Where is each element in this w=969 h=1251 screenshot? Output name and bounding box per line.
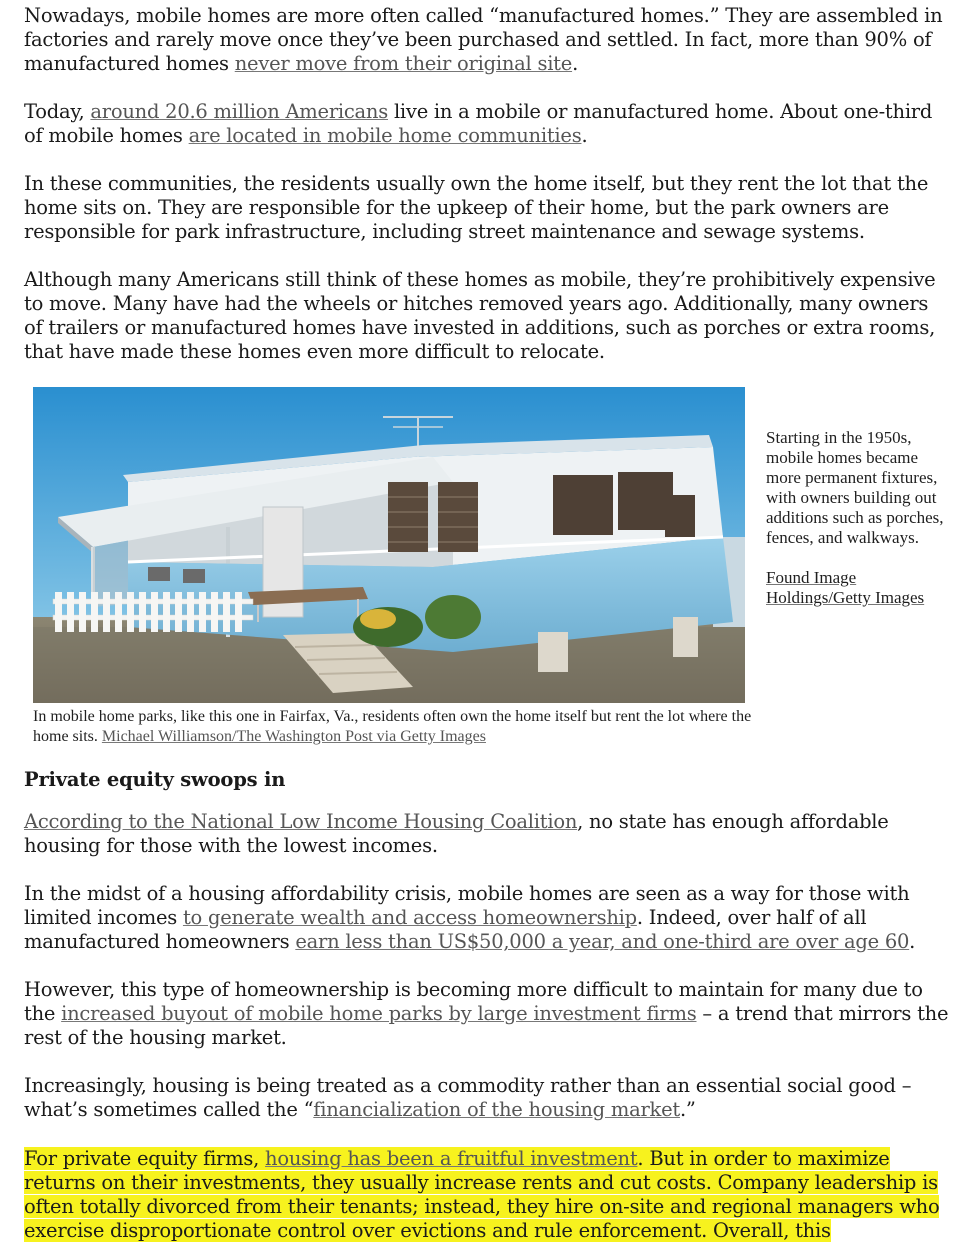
paragraph-text: , no state has enough affordable housing for those with the lowest incomes.	[24, 810, 889, 857]
section-heading: Private equity swoops in	[24, 768, 286, 791]
photo-caption	[33, 707, 753, 747]
paragraph-text: .”	[679, 1098, 696, 1121]
paragraph-text: Although many Americans still think of these homes as mobile, they’re prohibitively expensive to move. Many have had the wheels or hitches removed years ago. Additionally, many owners of trailers or manufactured homes have invested in additions, such as porches or extra rooms, that have made these homes even more difficult to relocate.	[24, 268, 936, 363]
link-nlihc[interactable]: According to the National Low Income Housing Coalition	[24, 810, 578, 833]
paragraph-residents-rent	[24, 172, 949, 244]
paragraph-text: .	[909, 930, 916, 953]
paragraph-affordability-crisis	[24, 882, 949, 954]
link-generate-wealth[interactable]: to generate wealth and access homeownership	[182, 906, 637, 929]
link-buyouts[interactable]: increased buyout of mobile home parks by large investment firms	[61, 1002, 697, 1025]
paragraph-manufactured-homes	[24, 4, 949, 76]
caption-credit-link[interactable]: Michael Williamson/The Washington Post via Getty Images	[101, 728, 486, 745]
paragraph-text: live in a mobile or manufactured home. About one-third of mobile homes	[24, 100, 933, 147]
link-communities[interactable]: are located in mobile home communities	[188, 124, 582, 147]
paragraph-text: . Indeed, over half of all manufactured homeowners	[24, 906, 867, 953]
paragraph-text: . But in order to maximize returns on their investments, they usually increase rents and cut costs. Company leadership is often totally divorced from their tenants; instead, they hire on-site and regional managers who exercise disproportionate control over evictions and rule enforcement. Overall, this	[24, 1147, 940, 1242]
side-caption-text: Starting in the 1950s, mobile homes became more permanent fixtures, with owners building out additions such as porches, fences, and walkways.	[766, 428, 944, 547]
paragraph-text: However, this type of homeownership is becoming more difficult to maintain for many due to the	[24, 978, 923, 1025]
mobile-home-photo	[33, 387, 745, 703]
paragraph-private-equity-highlighted	[24, 1147, 949, 1243]
paragraph-text: In the midst of a housing affordability crisis, mobile homes are seen as a way for those with limited incomes	[24, 882, 910, 929]
mobile-home-illustration	[33, 387, 745, 703]
paragraph-text: .	[572, 52, 579, 75]
link-earn-less[interactable]: earn less than US$50,000 a year, and one-third are over age 60	[295, 930, 910, 953]
link-never-move[interactable]: never move from their original site	[234, 52, 573, 75]
highlighted-text	[24, 1147, 939, 1242]
paragraph-text: For private equity firms,	[24, 1147, 266, 1170]
paragraph-nlihc	[24, 810, 949, 858]
paragraph-text: Increasingly, housing is being treated as a commodity rather than an essential social good – what’s sometimes called the “	[24, 1074, 912, 1121]
paragraph-text: .	[581, 124, 588, 147]
paragraph-text: Today,	[24, 100, 91, 123]
paragraph-text: Nowadays, mobile homes are more often called “manufactured homes.” They are assembled in factories and rarely move once they’ve been purchased and settled. In fact, more than 90% of manufactured homes	[24, 4, 943, 75]
paragraph-text: In these communities, the residents usually own the home itself, but they rent the lot that the home sits on. They are responsible for the upkeep of their home, but the park owners are responsible for park infrastructure, including street maintenance and sewage systems.	[24, 172, 929, 243]
caption-text: In mobile home parks, like this one in Fairfax, Va., residents often own the home itself but rent the lot where the home sits.	[33, 708, 752, 745]
link-fruitful-investment[interactable]: housing has been a fruitful investment	[265, 1147, 638, 1170]
link-americans[interactable]: around 20.6 million Americans	[90, 100, 388, 123]
paragraph-financialization	[24, 1074, 949, 1122]
side-caption	[766, 428, 951, 608]
paragraph-expensive-to-move	[24, 268, 949, 364]
paragraph-americans-count	[24, 100, 939, 148]
side-credit-link[interactable]: Found Image Holdings/Getty Images	[766, 568, 925, 607]
paragraph-text: – a trend that mirrors the rest of the housing market.	[24, 1002, 949, 1049]
paragraph-buyouts	[24, 978, 949, 1050]
link-financialization[interactable]: financialization of the housing market	[313, 1098, 680, 1121]
